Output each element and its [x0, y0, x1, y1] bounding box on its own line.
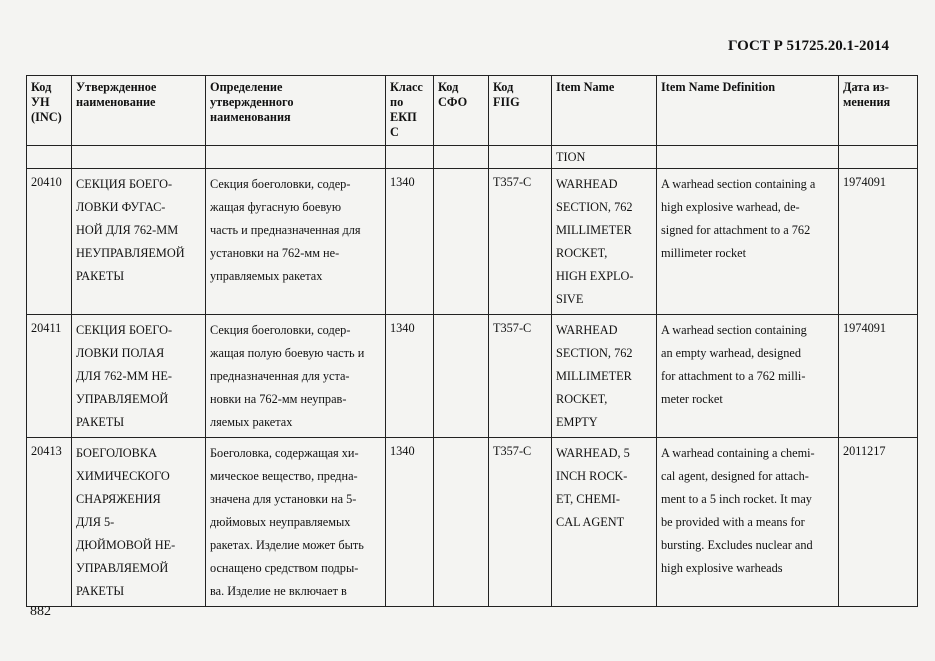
cell-fiig: T357-C	[489, 315, 552, 438]
cell-inc	[27, 146, 72, 169]
header-approved-name: Утвержденное наименование	[72, 76, 206, 146]
cell-sfo	[434, 146, 489, 169]
cell-inc: 20411	[27, 315, 72, 438]
cell-item-name-definition: A warhead section containing a high explosive warhead, de- signed for attachment to a 762 millimeter rocket	[657, 169, 839, 315]
table-row	[27, 438, 918, 607]
cell-definition	[206, 146, 386, 169]
cell-item-name-definition: A warhead containing a chemi- cal agent, designed for attach- ment to a 5 inch rocket. It may be provided with a means for bursting. Excludes nuclear and high explosive warheads	[657, 438, 839, 607]
cell-change-date: 1974091	[839, 169, 918, 315]
cell-sfo	[434, 438, 489, 607]
cell-fiig: T357-C	[489, 169, 552, 315]
nomenclature-table	[26, 75, 918, 607]
cell-class	[386, 146, 434, 169]
cell-definition: Боеголовка, содержащая хи- мическое вещество, предна- значена для установки на 5- дюймовых неуправляемых ракетах. Изделие может быть оснащено средством подры- ва. Изделие не включает в	[206, 438, 386, 607]
header-fiig: Код FIIG	[489, 76, 552, 146]
cell-approved-name: СЕКЦИЯ БОЕГО- ЛОВКИ ФУГАС- НОЙ ДЛЯ 762-ММ НЕУПРАВЛЯЕМОЙ РАКЕТЫ	[72, 169, 206, 315]
cell-item-name: TION	[552, 146, 657, 169]
cell-definition: Секция боеголовки, содер- жащая фугасную боевую часть и предназначенная для установки на 762-мм не- управляемых ракетах	[206, 169, 386, 315]
header-class: Класс по ЕКП С	[386, 76, 434, 146]
cell-change-date	[839, 146, 918, 169]
header-change-date: Дата из- менения	[839, 76, 918, 146]
cell-approved-name	[72, 146, 206, 169]
cell-change-date: 2011217	[839, 438, 918, 607]
page-number: 882	[30, 604, 51, 619]
cell-class: 1340	[386, 315, 434, 438]
cell-item-name-definition	[657, 146, 839, 169]
cell-item-name: WARHEAD, 5 INCH ROCK- ET, CHEMI- CAL AGENT	[552, 438, 657, 607]
cell-change-date: 1974091	[839, 315, 918, 438]
cell-fiig: T357-C	[489, 438, 552, 607]
cell-item-name-definition: A warhead section containing an empty warhead, designed for attachment to a 762 milli- meter rocket	[657, 315, 839, 438]
table-row	[27, 315, 918, 438]
cell-fiig	[489, 146, 552, 169]
cell-item-name: WARHEAD SECTION, 762 MILLIMETER ROCKET, HIGH EXPLO- SIVE	[552, 169, 657, 315]
table-header-row	[27, 76, 918, 146]
standard-designation: ГОСТ Р 51725.20.1-2014	[727, 38, 889, 54]
header-sfo: Код СФО	[434, 76, 489, 146]
cell-inc: 20413	[27, 438, 72, 607]
header-inc: Код УН (INC)	[27, 76, 72, 146]
cell-approved-name: БОЕГОЛОВКА ХИМИЧЕСКОГО СНАРЯЖЕНИЯ ДЛЯ 5- ДЮЙМОВОЙ НЕ- УПРАВЛЯЕМОЙ РАКЕТЫ	[72, 438, 206, 607]
cell-item-name: WARHEAD SECTION, 762 MILLIMETER ROCKET, EMPTY	[552, 315, 657, 438]
cell-definition: Секция боеголовки, содер- жащая полую боевую часть и предназначенная для уста- новки на 762-мм неуправ- ляемых ракетах	[206, 315, 386, 438]
header-item-name: Item Name	[552, 76, 657, 146]
cell-class: 1340	[386, 438, 434, 607]
cell-sfo	[434, 315, 489, 438]
cell-inc: 20410	[27, 169, 72, 315]
cell-class: 1340	[386, 169, 434, 315]
continuation-row	[27, 146, 918, 169]
header-definition: Определение утвержденного наименования	[206, 76, 386, 146]
cell-approved-name: СЕКЦИЯ БОЕГО- ЛОВКИ ПОЛАЯ ДЛЯ 762-ММ НЕ- УПРАВЛЯЕМОЙ РАКЕТЫ	[72, 315, 206, 438]
table-row	[27, 169, 918, 315]
cell-sfo	[434, 169, 489, 315]
header-item-name-definition: Item Name Definition	[657, 76, 839, 146]
